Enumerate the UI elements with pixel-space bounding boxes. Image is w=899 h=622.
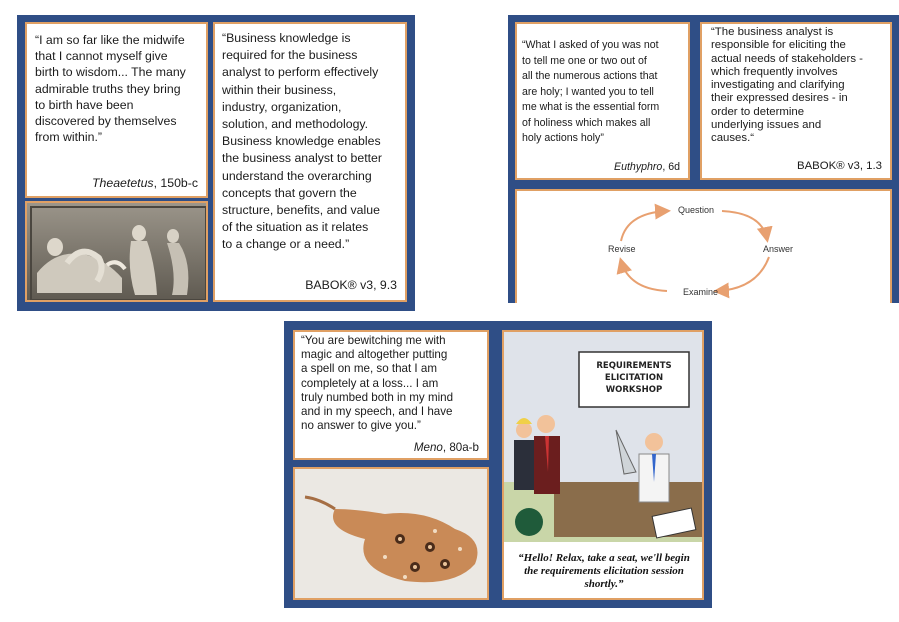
stingray-photo (293, 467, 489, 600)
quote-citation: BABOK® v3, 1.3 (796, 160, 882, 172)
quote-card-euthyphro (515, 22, 690, 180)
cartoon-requirements-workshop (502, 330, 704, 600)
quote-card-babok-9-3 (213, 22, 407, 302)
workshop-sign-line1: REQUIREMENTS (596, 361, 672, 371)
quote-text: “What I asked of you was not to tell me one or two out of all the numerous actions that are holy; I wanted you to tell me what is the essential form of holiness which makes all holy actions holy” (522, 39, 660, 144)
quote-text: “Business knowledge is required for the business analyst to perform effectively within their business, industry, organization, solution, and methodology. Business knowledge enables the business analyst to better understand the overarching concepts that govern the structure, benefits, and value of the situation as it relates to a change or a need.” (222, 31, 382, 252)
cycle-label-answer: Answer (763, 244, 794, 254)
slide-euthyphro (508, 15, 899, 303)
quote-citation: Theaetetus, 150b-c (92, 176, 198, 190)
quote-card-babok-1-3 (700, 22, 892, 180)
workshop-sign-line3: WORKSHOP (605, 385, 663, 395)
cycle-label-question: Question (678, 205, 715, 215)
cycle-label-revise: Revise (608, 244, 636, 254)
slide-theaetetus (17, 15, 415, 311)
quote-card-meno (293, 330, 489, 460)
relief-image (25, 201, 208, 302)
cycle-arrows (517, 191, 890, 303)
quote-text: “The business analyst is responsible for eliciting the actual needs of stakeholders - which frequently involves investigating and clarifying their expressed desires - in order to determine underlying issues and causes.“ (711, 26, 863, 145)
workshop-sign-line2: ELICITATION (604, 373, 664, 383)
quote-text: “You are bewitching me with magic and altogether putting a spell on me, so that I am completely at a loss... I am truly numbed both in my mind and in my speech, and I have no answer to give you.” (301, 334, 454, 433)
cycle-label-examine: Examine (683, 287, 719, 297)
quote-citation: BABOK® v3, 9.3 (305, 278, 397, 292)
quote-citation: Meno, 80a-b (413, 441, 479, 454)
stingray-illustration (295, 469, 489, 600)
inquiry-cycle-diagram (515, 189, 892, 303)
quote-citation: Euthyphro, 6d (614, 161, 680, 173)
slide-meno (284, 321, 712, 608)
quote-card-theaetetus (25, 22, 208, 198)
quote-text: “I am so far like the midwife that I cannot myself give birth to wisdom... The many admirable truths they bring to birth have been discovered by themselves from within.” (35, 33, 186, 145)
cartoon-caption: “Hello! Relax, take a seat, we'll begin the requirements elicitation session shortly.” (518, 552, 690, 590)
relief-sculpture-illustration (27, 203, 208, 302)
